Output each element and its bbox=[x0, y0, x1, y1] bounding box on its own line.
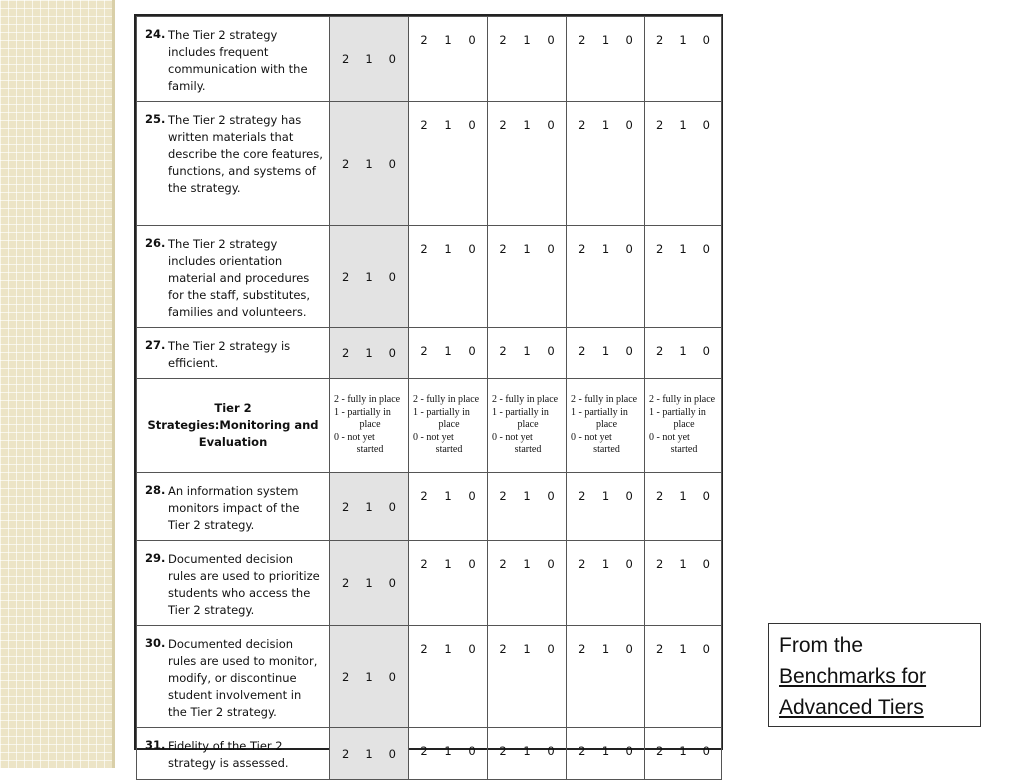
rating-option-2[interactable]: 2 bbox=[578, 118, 586, 132]
rating-option-0[interactable]: 0 bbox=[625, 489, 633, 503]
item-text: The Tier 2 strategy has written materials that describe the core features, functions, and systems of the strategy. bbox=[168, 113, 323, 195]
rating-option-1[interactable]: 1 bbox=[601, 557, 610, 571]
rating-option-1[interactable]: 1 bbox=[444, 557, 452, 571]
rating-option-1[interactable]: 1 bbox=[523, 557, 531, 571]
rating-cell bbox=[645, 541, 722, 626]
rating-cell bbox=[409, 473, 488, 541]
rating-cell-current bbox=[330, 541, 409, 626]
rating-option-1[interactable]: 1 bbox=[523, 344, 531, 358]
rating-option-1[interactable]: 1 bbox=[365, 269, 373, 284]
rating-option-0[interactable]: 0 bbox=[625, 557, 633, 571]
rating-legend bbox=[409, 379, 488, 473]
rating-option-2[interactable]: 2 bbox=[420, 118, 428, 132]
rating-option-2[interactable]: 2 bbox=[420, 33, 428, 47]
rating-option-0[interactable]: 0 bbox=[468, 642, 476, 656]
rating-option-1[interactable]: 1 bbox=[601, 489, 610, 503]
legend-line5: started bbox=[435, 444, 463, 456]
rating-option-2[interactable]: 2 bbox=[656, 744, 664, 758]
benchmarks-link-line2[interactable]: Advanced Tiers bbox=[779, 696, 924, 719]
rating-option-0[interactable]: 0 bbox=[702, 242, 710, 256]
rating-option-1[interactable]: 1 bbox=[523, 642, 531, 656]
rating-option-0[interactable]: 0 bbox=[625, 642, 633, 656]
rating-option-1[interactable]: 1 bbox=[365, 746, 373, 761]
rating-option-1[interactable]: 1 bbox=[601, 33, 610, 47]
rating-option-0[interactable]: 0 bbox=[547, 344, 555, 358]
rating-option-0[interactable]: 0 bbox=[388, 499, 396, 514]
rating-option-1[interactable]: 1 bbox=[444, 744, 452, 758]
rating-options bbox=[488, 118, 566, 132]
rating-option-1[interactable]: 1 bbox=[679, 744, 687, 758]
rating-options bbox=[488, 344, 566, 358]
item-text: Documented decision rules are used to monitor, modify, or discontinue student involvement in the Tier 2 strategy. bbox=[168, 637, 318, 719]
rating-options bbox=[645, 557, 721, 571]
rating-option-2[interactable]: 2 bbox=[499, 344, 507, 358]
rating-option-2[interactable]: 2 bbox=[499, 744, 507, 758]
rating-options bbox=[645, 344, 721, 358]
rating-option-0[interactable]: 0 bbox=[388, 269, 396, 284]
rating-cell bbox=[488, 626, 567, 728]
rating-option-0[interactable]: 0 bbox=[388, 669, 396, 684]
table-row bbox=[137, 328, 722, 379]
rating-option-0[interactable]: 0 bbox=[625, 344, 633, 358]
table-row bbox=[137, 17, 722, 102]
rating-cell bbox=[409, 102, 488, 226]
rating-option-1[interactable]: 1 bbox=[365, 576, 373, 590]
rating-option-2[interactable]: 2 bbox=[578, 33, 586, 47]
rating-option-0[interactable]: 0 bbox=[547, 744, 555, 758]
legend-line4: 0 - not yet bbox=[649, 431, 690, 443]
rating-options bbox=[567, 33, 644, 47]
rating-cell bbox=[645, 226, 722, 328]
rating-option-2[interactable]: 2 bbox=[342, 576, 350, 590]
rating-option-0[interactable]: 0 bbox=[625, 744, 633, 758]
rating-option-1[interactable]: 1 bbox=[523, 489, 531, 503]
rating-option-2[interactable]: 2 bbox=[342, 52, 350, 66]
rating-option-2[interactable]: 2 bbox=[342, 156, 350, 171]
rating-option-1[interactable]: 1 bbox=[601, 242, 610, 256]
benchmarks-link-line1[interactable]: Benchmarks for bbox=[779, 665, 927, 688]
item-number: 30. bbox=[145, 636, 166, 650]
section-header-row bbox=[137, 379, 722, 473]
rating-options bbox=[330, 52, 408, 66]
rating-options bbox=[409, 489, 487, 503]
rating-option-0[interactable]: 0 bbox=[702, 344, 710, 358]
rating-cell bbox=[488, 473, 567, 541]
rating-legend bbox=[645, 379, 722, 473]
rating-option-0[interactable]: 0 bbox=[702, 489, 710, 503]
rating-option-2[interactable]: 2 bbox=[342, 269, 350, 284]
rating-option-2[interactable]: 2 bbox=[420, 344, 428, 358]
legend-line2: 1 - partially in bbox=[413, 406, 470, 418]
legend-line3: place bbox=[673, 419, 695, 431]
item-number: 26. bbox=[145, 236, 166, 250]
rating-cell bbox=[409, 328, 488, 379]
rating-cell-current bbox=[330, 626, 409, 728]
legend-line2: 1 - partially in bbox=[334, 406, 391, 418]
rating-option-0[interactable]: 0 bbox=[702, 118, 710, 132]
rating-option-0[interactable]: 0 bbox=[702, 33, 710, 47]
rating-cell bbox=[567, 473, 645, 541]
rating-options bbox=[567, 344, 644, 358]
item-text: The Tier 2 strategy is efficient. bbox=[168, 339, 291, 370]
caption-text: From the bbox=[779, 634, 864, 657]
rating-options bbox=[567, 118, 644, 132]
decorative-grid-strip bbox=[0, 0, 112, 768]
rating-options bbox=[330, 500, 408, 514]
rating-option-1[interactable]: 1 bbox=[601, 642, 610, 656]
legend-line3: place bbox=[438, 419, 460, 431]
rating-options bbox=[645, 642, 721, 656]
rating-cell bbox=[409, 226, 488, 328]
item-text: The Tier 2 strategy includes frequent communication with the family. bbox=[168, 28, 308, 93]
legend-line1: 2 - fully in place bbox=[413, 394, 480, 406]
rating-option-2[interactable]: 2 bbox=[578, 642, 586, 656]
item-description-cell bbox=[137, 728, 330, 780]
rating-option-1[interactable]: 1 bbox=[601, 344, 610, 358]
rating-options bbox=[330, 346, 408, 360]
rating-option-2[interactable]: 2 bbox=[656, 344, 664, 358]
rating-option-2[interactable]: 2 bbox=[578, 344, 586, 358]
rating-cell bbox=[567, 541, 645, 626]
rating-option-0[interactable]: 0 bbox=[468, 33, 476, 47]
rating-option-2[interactable]: 2 bbox=[656, 489, 664, 503]
rating-option-2[interactable]: 2 bbox=[342, 499, 350, 514]
rating-option-2[interactable]: 2 bbox=[656, 118, 664, 132]
rating-options bbox=[409, 557, 487, 571]
rating-options bbox=[488, 557, 566, 571]
rating-options bbox=[488, 33, 566, 47]
rating-option-1[interactable]: 1 bbox=[679, 242, 687, 256]
rating-cell bbox=[567, 728, 645, 780]
rating-cell bbox=[645, 728, 722, 780]
rating-options bbox=[645, 118, 721, 132]
rating-cell-current bbox=[330, 328, 409, 379]
rating-option-1[interactable]: 1 bbox=[523, 744, 531, 758]
rating-option-0[interactable]: 0 bbox=[468, 489, 476, 503]
rating-option-0[interactable]: 0 bbox=[388, 52, 396, 66]
rating-options bbox=[330, 157, 408, 171]
legend-line1: 2 - fully in place bbox=[334, 394, 401, 406]
decorative-strip-edge bbox=[112, 0, 115, 768]
rating-option-2[interactable]: 2 bbox=[420, 744, 428, 758]
rating-option-1[interactable]: 1 bbox=[444, 118, 452, 132]
rating-options bbox=[488, 642, 566, 656]
rating-options bbox=[645, 33, 721, 47]
rating-cell bbox=[488, 102, 567, 226]
rating-option-0[interactable]: 0 bbox=[468, 744, 476, 758]
rating-legend bbox=[488, 379, 567, 473]
legend-line5: started bbox=[593, 444, 620, 456]
rating-option-0[interactable]: 0 bbox=[388, 156, 396, 171]
rating-options bbox=[330, 670, 408, 684]
rating-cell bbox=[645, 626, 722, 728]
rating-cell bbox=[567, 626, 645, 728]
rating-option-0[interactable]: 0 bbox=[625, 33, 633, 47]
rating-option-0[interactable]: 0 bbox=[388, 346, 396, 360]
item-text: Fidelity of the Tier 2 strategy is assessed. bbox=[168, 739, 289, 770]
rating-option-2[interactable]: 2 bbox=[499, 33, 507, 47]
rating-options bbox=[330, 270, 408, 284]
legend-line2: 1 - partially in bbox=[492, 406, 549, 418]
rating-option-1[interactable]: 1 bbox=[365, 156, 373, 171]
rating-cell bbox=[567, 226, 645, 328]
rating-cell bbox=[567, 17, 645, 102]
rating-option-0[interactable]: 0 bbox=[468, 242, 476, 256]
rating-option-0[interactable]: 0 bbox=[547, 33, 555, 47]
rating-cell bbox=[488, 328, 567, 379]
legend-line5: started bbox=[356, 444, 384, 456]
rating-option-0[interactable]: 0 bbox=[547, 242, 555, 256]
rating-cell-current bbox=[330, 17, 409, 102]
rating-options bbox=[567, 642, 644, 656]
rating-options bbox=[409, 33, 487, 47]
item-number: 28. bbox=[145, 483, 166, 497]
item-text: The Tier 2 strategy includes orientation material and procedures for the staff, substitutes, families and volunteers. bbox=[168, 237, 311, 319]
rating-cell-current bbox=[330, 728, 409, 780]
rating-option-2[interactable]: 2 bbox=[578, 489, 586, 503]
rating-cell bbox=[567, 328, 645, 379]
rating-option-0[interactable]: 0 bbox=[702, 642, 710, 656]
rating-cell bbox=[645, 102, 722, 226]
rating-cell bbox=[409, 626, 488, 728]
rating-options bbox=[409, 744, 487, 758]
rating-options bbox=[567, 557, 644, 571]
rating-option-0[interactable]: 0 bbox=[468, 118, 476, 132]
item-text: An information system monitors impact of the Tier 2 strategy. bbox=[168, 484, 300, 532]
rating-option-1[interactable]: 1 bbox=[679, 642, 687, 656]
rating-cell-current bbox=[330, 473, 409, 541]
rating-option-0[interactable]: 0 bbox=[702, 557, 710, 571]
rating-cell bbox=[645, 473, 722, 541]
rating-option-1[interactable]: 1 bbox=[444, 33, 452, 47]
legend-line3: place bbox=[359, 419, 381, 431]
rating-option-1[interactable]: 1 bbox=[444, 344, 452, 358]
rating-cell bbox=[409, 17, 488, 102]
legend-line4: 0 - not yet bbox=[334, 431, 375, 443]
rating-cell bbox=[488, 226, 567, 328]
legend-line4: 0 - not yet bbox=[492, 431, 533, 443]
rating-option-0[interactable]: 0 bbox=[547, 118, 555, 132]
rating-option-1[interactable]: 1 bbox=[444, 642, 452, 656]
rating-option-2[interactable]: 2 bbox=[578, 557, 586, 571]
rating-option-0[interactable]: 0 bbox=[388, 576, 396, 590]
rating-cell-current bbox=[330, 226, 409, 328]
rating-cell bbox=[488, 17, 567, 102]
legend-line5: started bbox=[670, 444, 698, 456]
table-row bbox=[137, 226, 722, 328]
section-title: Tier 2 Strategies:Monitoring and Evaluation bbox=[137, 379, 330, 473]
rating-option-0[interactable]: 0 bbox=[388, 746, 396, 761]
item-description-cell bbox=[137, 541, 330, 626]
item-number: 27. bbox=[145, 338, 166, 352]
legend-line5: started bbox=[514, 444, 542, 456]
rating-options bbox=[409, 242, 487, 256]
rating-option-0[interactable]: 0 bbox=[547, 642, 555, 656]
legend-line4: 0 - not yet bbox=[413, 431, 454, 443]
table-row bbox=[137, 541, 722, 626]
rating-cell bbox=[488, 728, 567, 780]
legend-line4: 0 - not yet bbox=[571, 431, 612, 443]
rating-options bbox=[488, 489, 566, 503]
rating-cell bbox=[645, 328, 722, 379]
rating-option-2[interactable]: 2 bbox=[420, 242, 428, 256]
table-row bbox=[137, 473, 722, 541]
benchmarks-table bbox=[134, 14, 723, 770]
rating-options bbox=[409, 344, 487, 358]
source-caption bbox=[768, 623, 981, 727]
table-row bbox=[137, 728, 722, 780]
rating-option-1[interactable]: 1 bbox=[444, 242, 452, 256]
legend-line1: 2 - fully in place bbox=[649, 394, 716, 406]
rating-legend bbox=[330, 379, 409, 473]
item-number: 31. bbox=[145, 738, 166, 752]
rating-option-1[interactable]: 1 bbox=[523, 118, 531, 132]
rating-option-1[interactable]: 1 bbox=[523, 33, 531, 47]
rating-option-2[interactable]: 2 bbox=[420, 642, 428, 656]
rating-option-2[interactable]: 2 bbox=[499, 642, 507, 656]
rating-option-1[interactable]: 1 bbox=[679, 118, 687, 132]
rating-option-1[interactable]: 1 bbox=[365, 346, 373, 360]
rating-option-2[interactable]: 2 bbox=[499, 242, 507, 256]
rating-option-2[interactable]: 2 bbox=[342, 746, 350, 761]
rating-option-1[interactable]: 1 bbox=[679, 344, 687, 358]
rating-option-2[interactable]: 2 bbox=[656, 642, 664, 656]
rating-options bbox=[567, 242, 644, 256]
rating-options bbox=[645, 489, 721, 503]
item-description-cell bbox=[137, 102, 330, 226]
rating-options bbox=[645, 744, 721, 758]
rating-options bbox=[645, 242, 721, 256]
rating-option-1[interactable]: 1 bbox=[601, 118, 610, 132]
rating-cell bbox=[409, 541, 488, 626]
rating-option-1[interactable]: 1 bbox=[601, 744, 610, 758]
rating-option-1[interactable]: 1 bbox=[679, 33, 687, 47]
benchmarks-link[interactable] bbox=[779, 661, 970, 723]
rating-cell bbox=[409, 728, 488, 780]
item-text: Documented decision rules are used to prioritize students who access the Tier 2 strategy. bbox=[168, 552, 320, 617]
rating-option-2[interactable]: 2 bbox=[420, 489, 428, 503]
table-row bbox=[137, 626, 722, 728]
item-description-cell bbox=[137, 328, 330, 379]
rating-options bbox=[488, 242, 566, 256]
rating-option-0[interactable]: 0 bbox=[702, 744, 710, 758]
rating-options bbox=[567, 744, 644, 758]
rating-option-1[interactable]: 1 bbox=[365, 52, 373, 66]
rating-option-2[interactable]: 2 bbox=[499, 489, 507, 503]
rating-option-2[interactable]: 2 bbox=[656, 557, 664, 571]
rating-option-1[interactable]: 1 bbox=[523, 242, 531, 256]
legend-line2: 1 - partially in bbox=[649, 406, 706, 418]
rating-option-2[interactable]: 2 bbox=[342, 346, 350, 360]
rating-option-2[interactable]: 2 bbox=[578, 242, 586, 256]
item-number: 29. bbox=[145, 551, 166, 565]
item-description-cell bbox=[137, 226, 330, 328]
legend-line2: 1 - partially in bbox=[571, 406, 628, 418]
rating-option-0[interactable]: 0 bbox=[468, 557, 476, 571]
rating-option-2[interactable]: 2 bbox=[656, 242, 664, 256]
rating-options bbox=[330, 747, 408, 761]
rating-option-1[interactable]: 1 bbox=[365, 669, 373, 684]
rating-cell bbox=[645, 17, 722, 102]
table-row bbox=[137, 102, 722, 226]
rating-option-0[interactable]: 0 bbox=[468, 344, 476, 358]
rating-options bbox=[567, 489, 644, 503]
item-number: 25. bbox=[145, 112, 166, 126]
legend-line3: place bbox=[517, 419, 539, 431]
rating-options bbox=[409, 118, 487, 132]
rating-option-2[interactable]: 2 bbox=[499, 557, 507, 571]
rating-option-2[interactable]: 2 bbox=[656, 33, 664, 47]
rating-options bbox=[409, 642, 487, 656]
rating-option-1[interactable]: 1 bbox=[679, 557, 687, 571]
rating-option-2[interactable]: 2 bbox=[578, 744, 586, 758]
item-description-cell bbox=[137, 473, 330, 541]
rating-option-2[interactable]: 2 bbox=[342, 669, 350, 684]
rating-options bbox=[330, 576, 408, 590]
legend-line1: 2 - fully in place bbox=[571, 394, 638, 406]
rating-option-0[interactable]: 0 bbox=[625, 118, 633, 132]
rating-option-2[interactable]: 2 bbox=[499, 118, 507, 132]
rating-option-0[interactable]: 0 bbox=[547, 489, 555, 503]
rating-legend bbox=[567, 379, 645, 473]
item-description-cell bbox=[137, 626, 330, 728]
rating-cell-current bbox=[330, 102, 409, 226]
item-description-cell bbox=[137, 17, 330, 102]
legend-line3: place bbox=[595, 419, 618, 431]
rating-cell bbox=[567, 102, 645, 226]
rating-options bbox=[488, 744, 566, 758]
legend-line1: 2 - fully in place bbox=[492, 394, 559, 406]
rating-cell bbox=[488, 541, 567, 626]
rating-option-1[interactable]: 1 bbox=[365, 499, 373, 514]
rating-option-0[interactable]: 0 bbox=[625, 242, 633, 256]
item-number: 24. bbox=[145, 27, 166, 41]
rating-option-2[interactable]: 2 bbox=[420, 557, 428, 571]
rating-option-0[interactable]: 0 bbox=[547, 557, 555, 571]
rating-option-1[interactable]: 1 bbox=[679, 489, 687, 503]
rating-option-1[interactable]: 1 bbox=[444, 489, 452, 503]
